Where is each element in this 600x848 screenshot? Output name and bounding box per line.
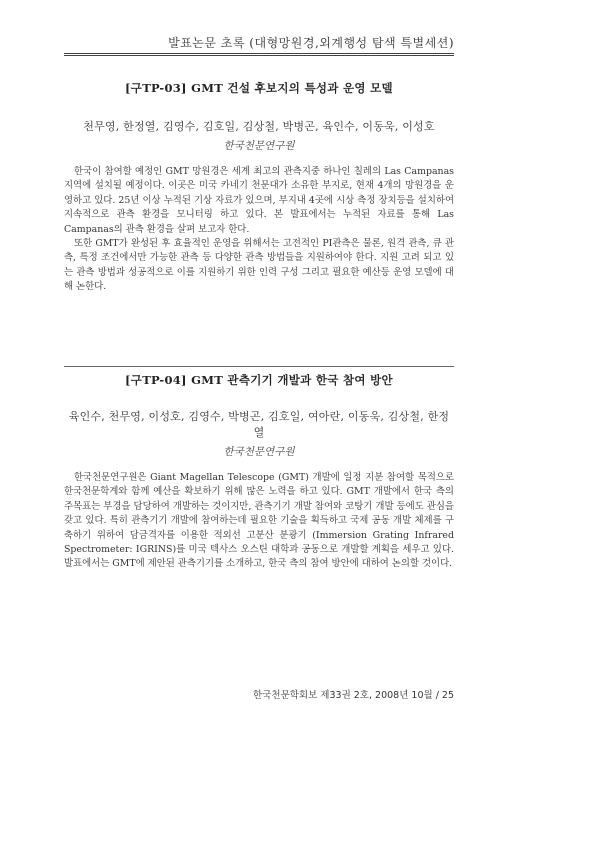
abstract-tp03 xyxy=(64,80,454,295)
abstract-title: [구TP-03] GMT 건설 후보지의 특성과 운영 모델 xyxy=(125,81,393,95)
running-header: 발표논문 초록 (대형망원경,외계행성 탐색 특별세션) xyxy=(168,36,454,50)
abstract-tp04 xyxy=(64,366,454,572)
abstract-paragraph: 한국이 참여할 예정인 GMT 망원경은 세계 최고의 관측지중 하나인 칠레의 Las Campanas 지역에 설치될 예정이다. 이곳은 미국 카네기 천문대가 소유한 부지로, 현재 4개의 망원경을 운영하고 있다. 25년 이상 누적된 기상 자료가 있으며, 부지내 4곳에 시상 측정 장치등을 설치하여 지속적으로 관측 환경을 모니터링 하고 있다. 본 발표에서는 누적된 자료를 통해 Las Campanas의 관측 환경을 살펴 보고자 한다. xyxy=(64,166,454,235)
abstract-affiliation: 한국천문연구원 xyxy=(223,446,295,458)
page-footer: 한국천문학회보 제33권 2호, 2008년 10월 / 25 xyxy=(253,690,454,701)
abstract-authors: 천무영, 한정열, 김영수, 김호일, 김상철, 박병곤, 육인수, 이동욱, 이성호 xyxy=(83,120,435,133)
header-rule xyxy=(64,53,454,56)
abstract-paragraph: 또한 GMT가 완성된 후 효율적인 운영을 위해서는 고전적인 PI관측은 물론, 원격 관측, 큐 관측, 특정 조건에서만 가능한 관측 등 다양한 관측 방법들을 지원하여야 한다. 지원 고려 되고 있는 관측 방법과 성공적으로 이를 지원하기 위한 인력 구성 그리고 필요한 예산등 운영 모델에 대해 논한다. xyxy=(64,238,454,293)
abstract-body xyxy=(64,471,454,572)
abstract-authors: 육인수, 천무영, 이성호, 김영수, 박병곤, 김호일, 여아란, 이동욱, 김상철, 한정열 xyxy=(68,410,450,439)
abstract-body xyxy=(64,165,454,295)
abstract-affiliation: 한국천문연구원 xyxy=(223,140,295,152)
abstract-title: [구TP-04] GMT 관측기기 개발과 한국 참여 방안 xyxy=(125,373,393,387)
abstract-paragraph: 한국천문연구원은 Giant Magellan Telescope (GMT) 개발에 일정 지분 참여할 목적으로 한국천문학계와 함께 예산을 확보하기 위해 많은 노력을 하고 있다. GMT 개발에서 한국 측의 주목표는 부경을 담당하여 개발하는 것이지만, 관측기기 개발 참여와 코탕기 개발 등에도 관심을 갖고 있다. 특히 관측기기 개발에 참여하는데 필요한 기술을 획득하고 국제 공동 개발 체제를 구축하기 위하여 담금격자를 이용한 적외선 고분산 분광기 (Immersion Grating Infrared Spectrometer: IGRINS)를 미국 텍사스 오스틴 대학과 공동으로 개발할 계획을 세우고 있다. 발표에서는 GMT에 제안된 관측기기를 소개하고, 한국 측의 참여 방안에 대하여 논의할 것이다. xyxy=(64,472,454,570)
section-divider xyxy=(64,366,454,367)
